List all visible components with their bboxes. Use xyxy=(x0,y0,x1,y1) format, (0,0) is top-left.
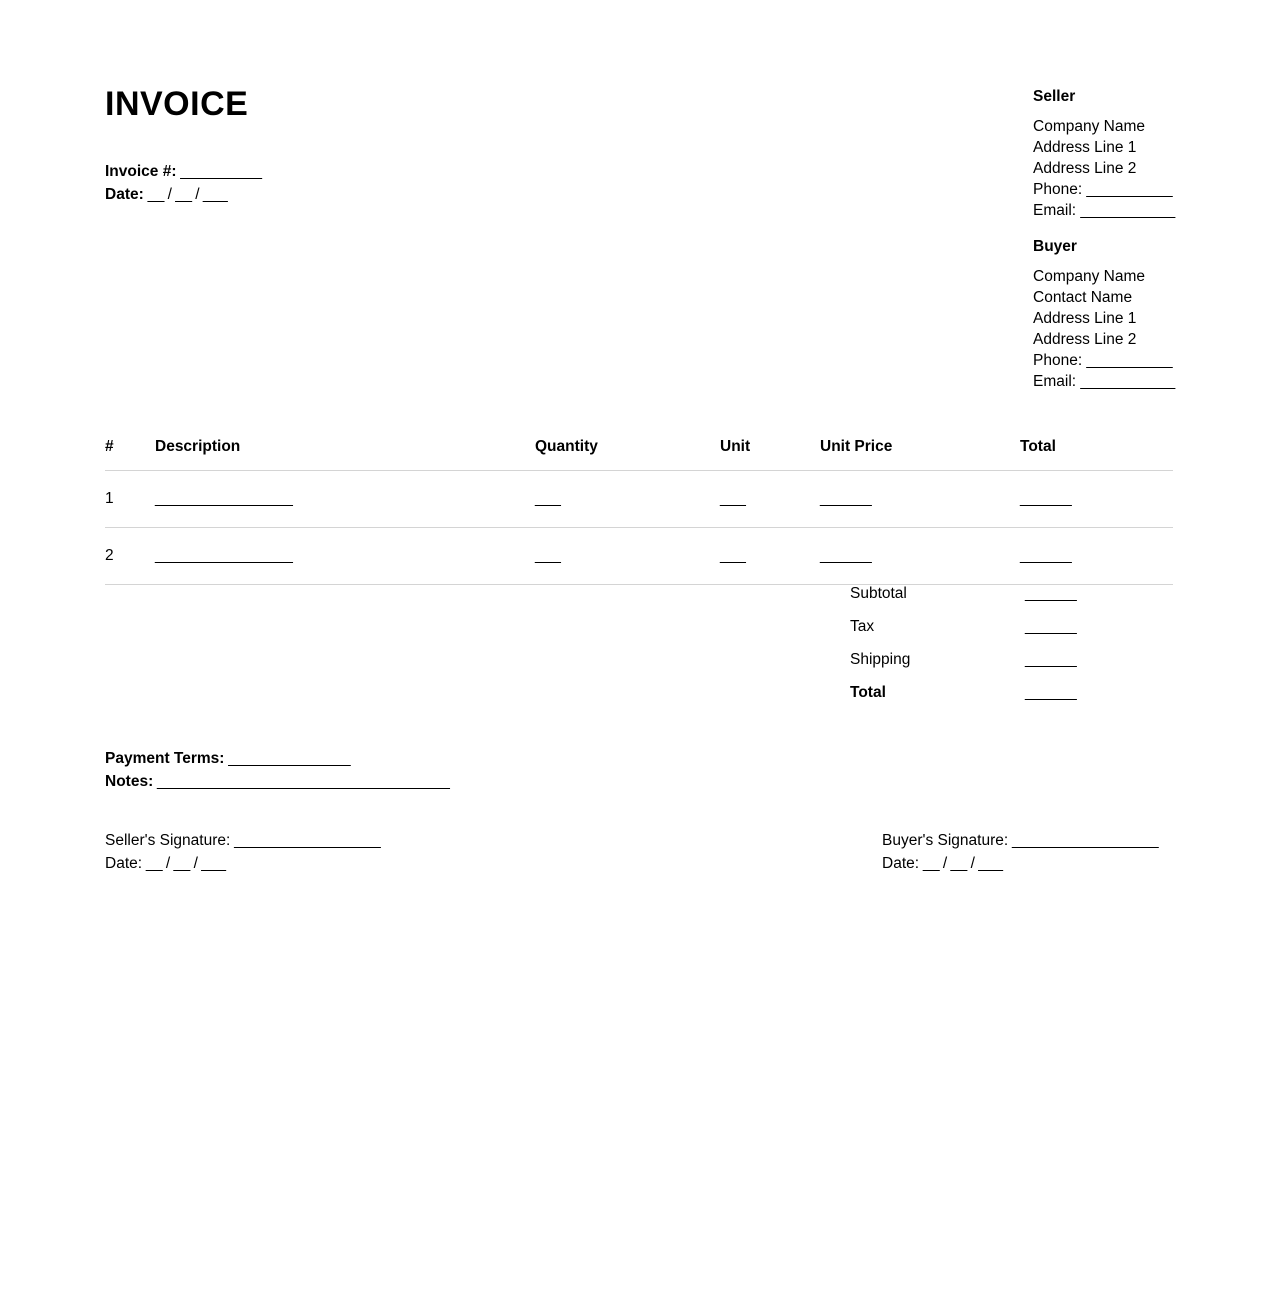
row-2-unit-price[interactable]: ______ xyxy=(820,528,1020,585)
seller-heading: Seller xyxy=(1033,88,1076,105)
row-2-quantity[interactable]: ___ xyxy=(535,528,720,585)
page-title: INVOICE xyxy=(105,85,249,123)
subtotal-field[interactable]: ______ xyxy=(1025,585,1077,602)
terms-section xyxy=(105,747,449,793)
invoice-number-label: Invoice #: xyxy=(105,163,177,180)
row-1-number: 1 xyxy=(105,471,155,528)
row-1-quantity[interactable]: ___ xyxy=(535,471,720,528)
row-2-unit[interactable]: ___ xyxy=(720,528,820,585)
invoice-date-line xyxy=(105,183,262,206)
row-1-unit-price[interactable]: ______ xyxy=(820,471,1020,528)
table-row xyxy=(105,528,1173,585)
buyer-block xyxy=(1033,236,1175,392)
row-1-unit[interactable]: ___ xyxy=(720,471,820,528)
table-row xyxy=(105,471,1173,528)
buyer-address-line-2: Address Line 2 xyxy=(1033,331,1137,348)
buyer-email-field[interactable]: Email: ___________ xyxy=(1033,373,1176,390)
total-field[interactable]: ______ xyxy=(1025,684,1077,701)
column-header-number: # xyxy=(105,438,155,471)
table-header-row xyxy=(105,438,1173,471)
notes-line xyxy=(105,770,449,793)
row-1-description[interactable]: ________________ xyxy=(155,471,535,528)
invoice-date-field[interactable]: __ / __ / ___ xyxy=(143,186,228,203)
seller-signature-date-field[interactable]: __ / __ / ___ xyxy=(142,855,226,872)
column-header-quantity: Quantity xyxy=(535,438,720,471)
shipping-label: Shipping xyxy=(850,651,911,668)
seller-phone-field[interactable]: Phone: __________ xyxy=(1033,181,1173,198)
buyer-signature-label: Buyer's Signature: xyxy=(882,832,1009,849)
buyer-signature-date-line xyxy=(882,852,1158,875)
seller-signature-field[interactable]: __________________ xyxy=(230,832,381,849)
column-header-description: Description xyxy=(155,438,535,471)
column-header-unit: Unit xyxy=(720,438,820,471)
buyer-signature-date-label: Date: xyxy=(882,855,920,872)
seller-signature-date-line xyxy=(105,852,380,875)
invoice-meta xyxy=(105,160,262,206)
buyer-phone-field[interactable]: Phone: __________ xyxy=(1033,352,1173,369)
seller-signature-line xyxy=(105,829,380,852)
column-header-total: Total xyxy=(1020,438,1173,471)
payment-terms-field[interactable]: _______________ xyxy=(224,750,351,767)
buyer-signature-line xyxy=(882,829,1158,852)
total-label: Total xyxy=(850,684,886,701)
row-2-number: 2 xyxy=(105,528,155,585)
row-2-total[interactable]: ______ xyxy=(1020,528,1173,585)
payment-terms-line xyxy=(105,747,449,770)
seller-address-line-2: Address Line 2 xyxy=(1033,160,1137,177)
tax-field[interactable]: ______ xyxy=(1025,618,1077,635)
seller-email-field[interactable]: Email: ___________ xyxy=(1033,202,1176,219)
invoice-number-line xyxy=(105,160,262,183)
subtotal-label: Subtotal xyxy=(850,585,907,602)
line-items-table xyxy=(105,438,1173,585)
totals-row-total xyxy=(850,684,1173,717)
buyer-signature-block xyxy=(882,829,1158,875)
row-1-total[interactable]: ______ xyxy=(1020,471,1173,528)
buyer-contact-name: Contact Name xyxy=(1033,289,1133,306)
shipping-field[interactable]: ______ xyxy=(1025,651,1077,668)
notes-field[interactable]: ____________________________________ xyxy=(153,773,450,790)
totals-row-subtotal xyxy=(850,585,1173,618)
seller-address-line-1: Address Line 1 xyxy=(1033,139,1137,156)
row-2-description[interactable]: ________________ xyxy=(155,528,535,585)
totals-row-tax xyxy=(850,618,1173,651)
notes-label: Notes: xyxy=(105,773,154,790)
seller-signature-date-label: Date: xyxy=(105,855,143,872)
seller-company-name: Company Name xyxy=(1033,118,1145,135)
buyer-signature-field[interactable]: __________________ xyxy=(1008,832,1159,849)
payment-terms-label: Payment Terms: xyxy=(105,750,225,767)
seller-signature-block xyxy=(105,829,380,875)
totals-section xyxy=(850,585,1173,717)
invoice-number-field[interactable]: __________ xyxy=(176,163,262,180)
seller-signature-label: Seller's Signature: xyxy=(105,832,231,849)
buyer-heading: Buyer xyxy=(1033,238,1077,255)
invoice-date-label: Date: xyxy=(105,186,144,203)
totals-row-shipping xyxy=(850,651,1173,684)
buyer-signature-date-field[interactable]: __ / __ / ___ xyxy=(919,855,1003,872)
buyer-address-line-1: Address Line 1 xyxy=(1033,310,1137,327)
column-header-unit-price: Unit Price xyxy=(820,438,1020,471)
tax-label: Tax xyxy=(850,618,875,635)
buyer-company-name: Company Name xyxy=(1033,268,1145,285)
seller-block xyxy=(1033,86,1175,221)
